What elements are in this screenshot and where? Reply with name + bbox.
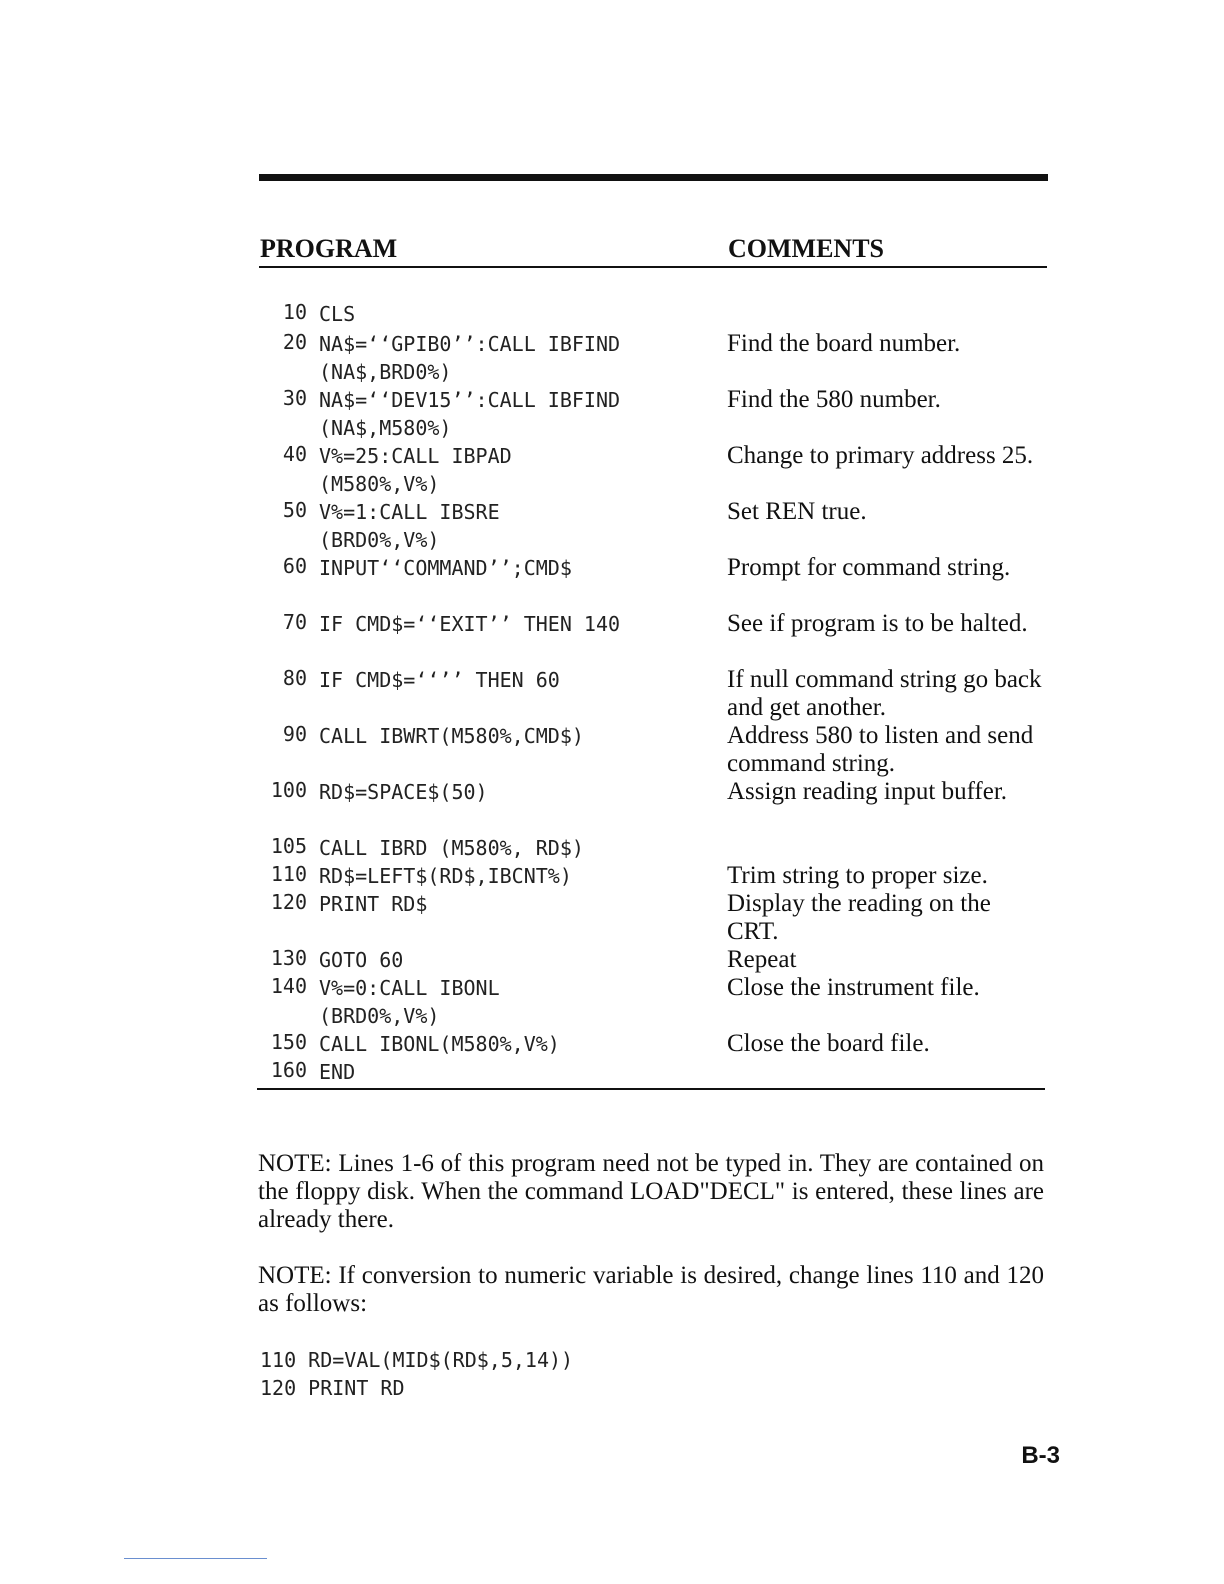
code-text: V%=1:CALL IBSRE (BRD0%,V%): [319, 500, 500, 552]
comment-text: Address 580 to listen and send command string.: [727, 722, 1034, 777]
line-number: 160: [270, 1058, 307, 1082]
top-rule: [259, 174, 1048, 181]
line-number: 150: [270, 1030, 307, 1054]
comment-text: Display the reading on the CRT.: [727, 890, 991, 945]
comment-text: Assign reading input buffer.: [727, 778, 1008, 805]
code-text: NA$=‘‘DEV15’’:CALL IBFIND (NA$,M580%): [319, 388, 621, 440]
code-text: CALL IBONL(M580%,V%): [319, 1032, 560, 1056]
code-text: V%=0:CALL IBONL (BRD0%,V%): [319, 976, 500, 1028]
program-column-header: PROGRAM: [260, 234, 398, 263]
example-code-line: 120 PRINT RD: [260, 1376, 405, 1400]
comment-text: Change to primary address 25.: [727, 442, 1034, 469]
code-text: CLS: [319, 302, 356, 326]
comment-text: If null command string go back and get another.: [727, 666, 1042, 721]
line-number: 120: [270, 890, 307, 914]
bottom-rule: [257, 1088, 1045, 1090]
comment-text: Set REN true.: [727, 498, 867, 525]
code-text: RD$=SPACE$(50): [319, 780, 488, 804]
note-paragraph: NOTE: Lines 1-6 of this program need not be typed in. They are contained on the floppy disk. When the command LOAD"DECL" is entered, these lines are already there.: [258, 1150, 1044, 1233]
comment-text: Prompt for command string.: [727, 554, 1011, 581]
line-number: 100: [270, 778, 307, 802]
code-text: CALL IBRD (M580%, RD$): [319, 836, 584, 860]
code-text: END: [319, 1060, 356, 1084]
comment-text: Repeat: [727, 946, 797, 973]
code-text: RD$=LEFT$(RD$,IBCNT%): [319, 864, 572, 888]
comment-text: Find the 580 number.: [727, 386, 941, 413]
header-rule: [259, 266, 1047, 268]
comment-text: See if program is to be halted.: [727, 610, 1028, 637]
line-number: 40: [282, 442, 307, 466]
line-number: 70: [282, 610, 307, 634]
code-text: PRINT RD$: [319, 892, 428, 916]
line-number: 30: [282, 386, 307, 410]
code-text: V%=25:CALL IBPAD (M580%,V%): [319, 444, 512, 496]
line-number: 130: [270, 946, 307, 970]
line-number: 60: [282, 554, 307, 578]
code-text: IF CMD$=‘‘EXIT’’ THEN 140: [319, 612, 621, 636]
comment-text: Find the board number.: [727, 330, 961, 357]
line-number: 10: [282, 300, 307, 324]
code-text: INPUT‘‘COMMAND’’;CMD$: [319, 556, 572, 580]
line-number: 50: [282, 498, 307, 522]
line-number: 20: [282, 330, 307, 354]
line-number: 80: [282, 666, 307, 690]
line-number: 105: [270, 834, 307, 858]
comment-text: Close the instrument file.: [727, 974, 980, 1001]
comments-column-header: COMMENTS: [728, 234, 884, 263]
code-text: GOTO 60: [319, 948, 404, 972]
code-text: CALL IBWRT(M580%,CMD$): [319, 724, 584, 748]
comment-text: Trim string to proper size.: [727, 862, 988, 889]
code-text: IF CMD$=‘‘’’ THEN 60: [319, 668, 560, 692]
line-number: 110: [270, 862, 307, 886]
example-code-line: 110 RD=VAL(MID$(RD$,5,14)): [260, 1348, 574, 1372]
footer-rule: [124, 1558, 267, 1559]
line-number: 90: [282, 722, 307, 746]
line-number: 140: [270, 974, 307, 998]
comment-text: Close the board file.: [727, 1030, 930, 1057]
code-text: NA$=‘‘GPIB0’’:CALL IBFIND (NA$,BRD0%): [319, 332, 621, 384]
note-paragraph: NOTE: If conversion to numeric variable is desired, change lines 110 and 120 as follows:: [258, 1262, 1044, 1317]
page-number: B-3: [1021, 1442, 1060, 1469]
